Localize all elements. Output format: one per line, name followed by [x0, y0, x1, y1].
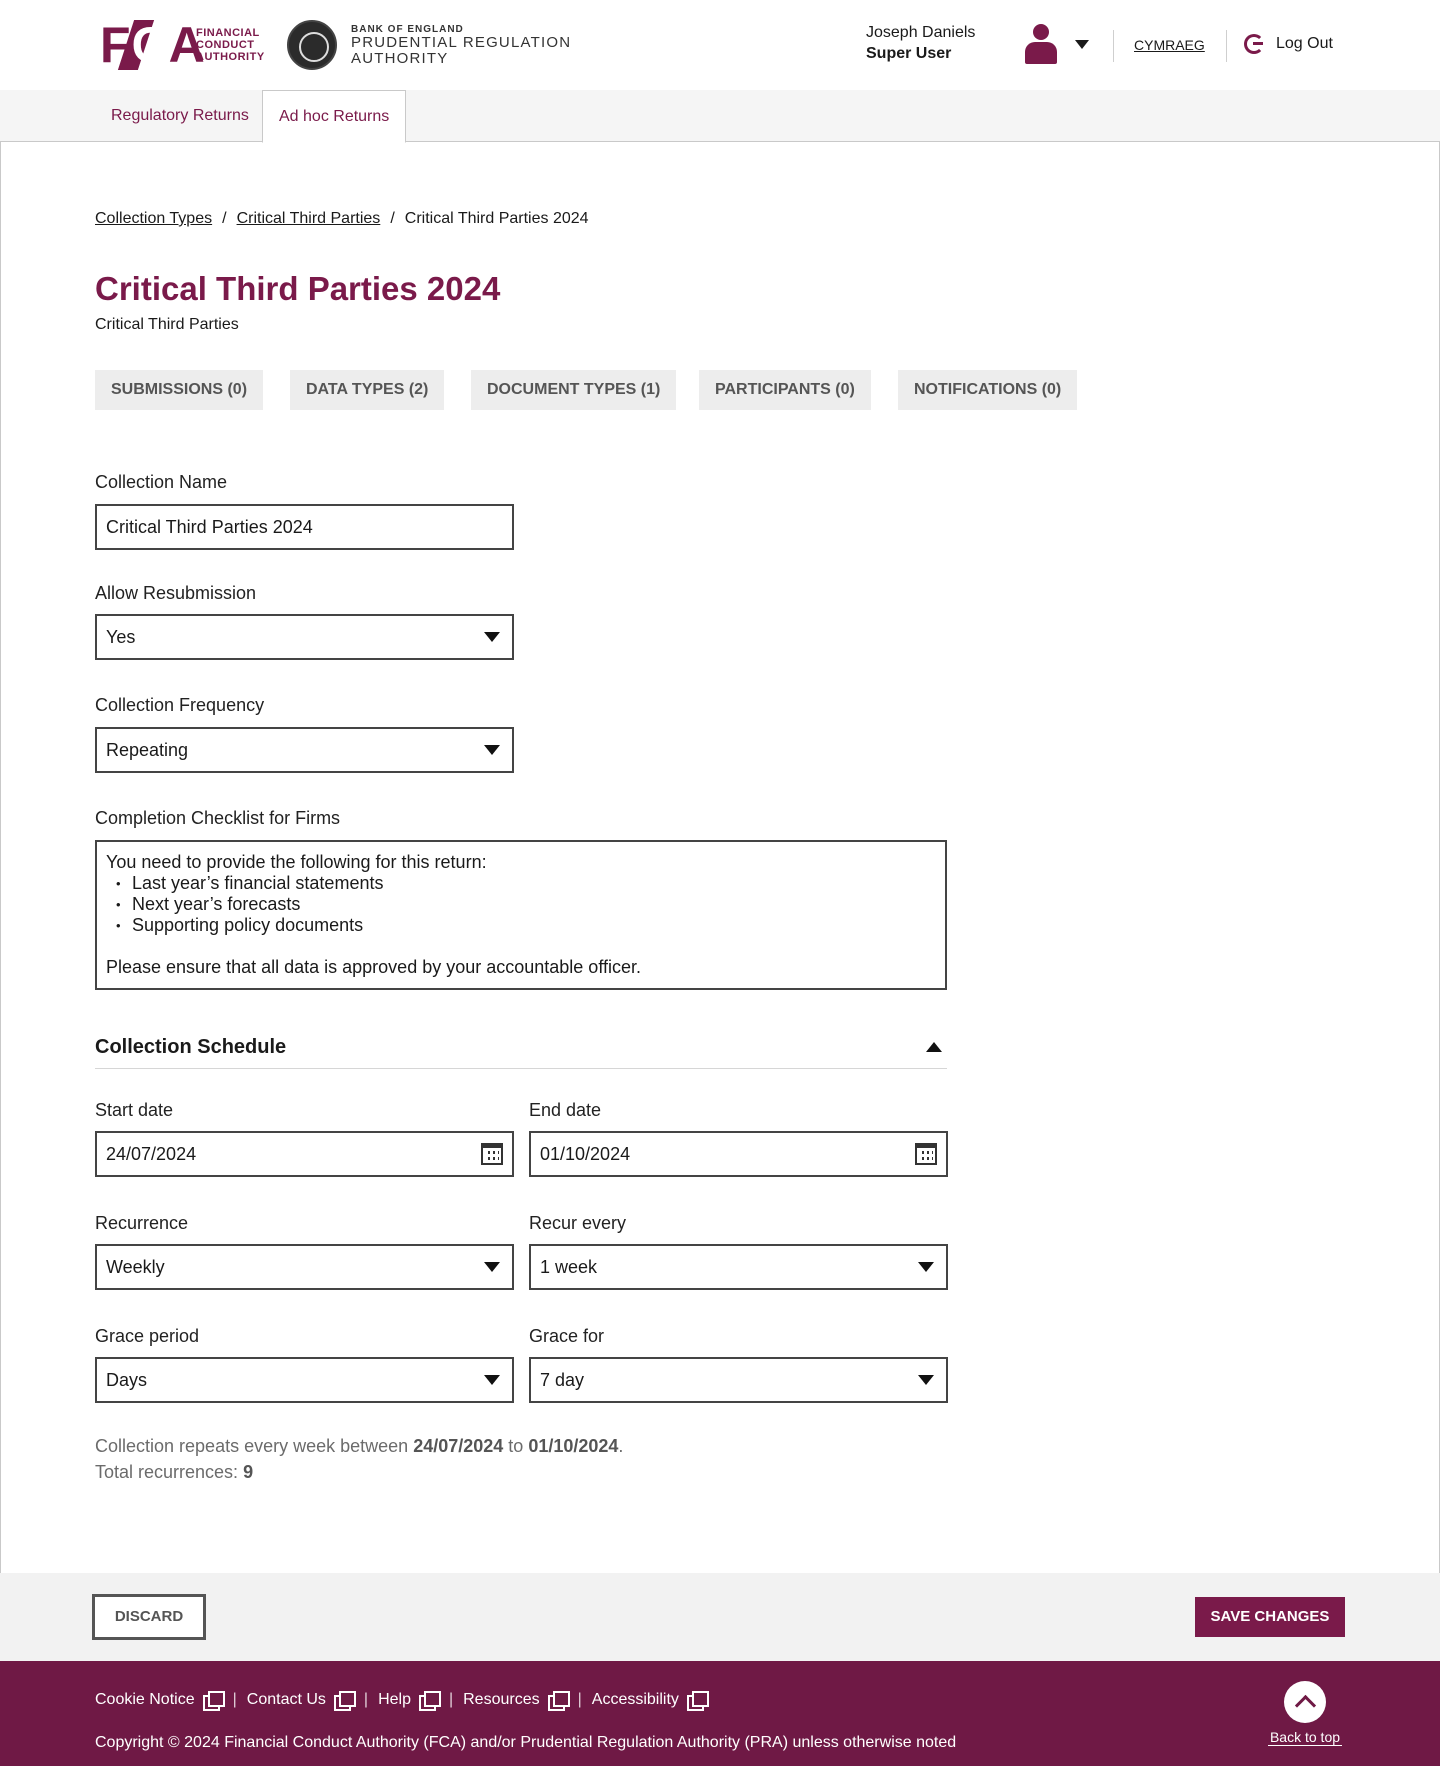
- calendar-icon[interactable]: [915, 1143, 937, 1165]
- logout-icon: [1244, 34, 1264, 54]
- external-link-icon: [548, 1691, 568, 1709]
- user-menu-chevron-down-icon[interactable]: [1075, 40, 1089, 49]
- checklist-list: [106, 873, 936, 936]
- end-date-input[interactable]: [529, 1131, 948, 1177]
- grace-period-select[interactable]: [95, 1357, 514, 1403]
- fca-logo-mark: [100, 17, 206, 73]
- allow-resubmission-value: Yes: [106, 627, 136, 647]
- footer-link-accessibility[interactable]: Accessibility: [592, 1691, 707, 1709]
- total-recurrences-value: 9: [243, 1462, 254, 1482]
- caret-down-icon: [484, 1262, 500, 1272]
- collection-name-label: Collection Name: [95, 472, 228, 492]
- action-bar: [0, 1573, 1440, 1661]
- collection-name-input[interactable]: Critical Third Parties 2024: [95, 504, 514, 550]
- collection-frequency-select[interactable]: [95, 727, 514, 773]
- site-footer: [0, 1661, 1440, 1766]
- footer-link-contact-us[interactable]: Contact Us: [247, 1691, 354, 1709]
- tab-participants[interactable]: PARTICIPANTS (0): [699, 370, 871, 410]
- grace-for-value: 7 day: [540, 1370, 585, 1390]
- tab-notifications[interactable]: NOTIFICATIONS (0): [898, 370, 1077, 410]
- external-link-icon: [334, 1691, 354, 1709]
- breadcrumb-current: Critical Third Parties 2024: [404, 210, 589, 227]
- footer-link-help[interactable]: Help: [378, 1691, 439, 1709]
- end-date-label: End date: [529, 1100, 602, 1120]
- recur-every-select[interactable]: [529, 1244, 948, 1290]
- nav-tab-regulatory-returns[interactable]: Regulatory Returns: [111, 107, 249, 124]
- checklist-item: • Next year’s forecasts: [106, 894, 936, 915]
- page-subtitle: Critical Third Parties: [95, 316, 239, 333]
- checklist-item: • Last year’s financial statements: [106, 873, 936, 894]
- header-divider: [1113, 30, 1114, 62]
- grace-period-label: Grace period: [95, 1326, 200, 1346]
- recurrence-select[interactable]: [95, 1244, 514, 1290]
- save-changes-button[interactable]: SAVE CHANGES: [1195, 1597, 1345, 1637]
- breadcrumb: [95, 210, 589, 228]
- allow-resubmission-label: Allow Resubmission: [95, 583, 257, 603]
- breadcrumb-separator: /: [390, 210, 395, 227]
- grace-for-select[interactable]: [529, 1357, 948, 1403]
- copyright-text: Copyright © 2024 Financial Conduct Authority (FCA) and/or Prudential Regulation Authority (PRA) unless otherwise noted: [95, 1734, 957, 1751]
- schedule-summary: [95, 1433, 623, 1485]
- nav-tab-ad-hoc-returns[interactable]: Ad hoc Returns: [262, 90, 406, 143]
- site-header: [0, 0, 1440, 90]
- external-link-icon: [419, 1691, 439, 1709]
- recurrence-label: Recurrence: [95, 1213, 189, 1233]
- tab-submissions[interactable]: SUBMISSIONS (0): [95, 370, 263, 410]
- fca-logo-text: FINANCIAL CONDUCT AUTHORITY: [196, 27, 265, 63]
- grace-for-label: Grace for: [529, 1326, 605, 1346]
- checklist-textarea[interactable]: [95, 840, 947, 990]
- pra-logo-text: BANK OF ENGLAND PRUDENTIAL REGULATION AUTHORITY: [351, 23, 572, 67]
- user-avatar-icon[interactable]: [1024, 24, 1058, 66]
- caret-down-icon: [918, 1262, 934, 1272]
- checklist-item: • Supporting policy documents: [106, 915, 936, 936]
- footer-links: Cookie Notice | Contact Us | Help | Resources | Accessibility: [95, 1691, 707, 1709]
- total-recurrences: Total recurrences: 9: [95, 1462, 254, 1482]
- recurrence-value: Weekly: [106, 1257, 165, 1277]
- caret-down-icon: [918, 1375, 934, 1385]
- back-to-top-button[interactable]: [1264, 1681, 1346, 1746]
- breadcrumb-link-collection-types[interactable]: Collection Types: [95, 210, 213, 227]
- collapse-caret-up-icon[interactable]: [926, 1042, 942, 1052]
- logout-button[interactable]: [1244, 34, 1333, 54]
- end-date-value: 01/10/2024: [540, 1144, 631, 1164]
- footer-link-resources[interactable]: Resources: [463, 1691, 567, 1709]
- footer-link-cookie-notice[interactable]: Cookie Notice: [95, 1691, 223, 1709]
- user-name: Joseph Daniels: [866, 24, 976, 41]
- chevron-up-icon: [1284, 1681, 1326, 1723]
- grace-period-value: Days: [106, 1370, 148, 1390]
- logout-label: Log Out: [1276, 35, 1333, 52]
- discard-button[interactable]: DISCARD: [92, 1594, 206, 1640]
- checklist-label: Completion Checklist for Firms: [95, 808, 341, 828]
- fca-logo[interactable]: [100, 17, 265, 73]
- start-date-input[interactable]: [95, 1131, 514, 1177]
- bank-of-england-seal-icon: [287, 20, 337, 70]
- caret-down-icon: [484, 1375, 500, 1385]
- schedule-summary-line: Collection repeats every week between 24/07/2024 to 01/10/2024.: [95, 1436, 624, 1456]
- user-info: [866, 22, 975, 64]
- back-to-top-label: Back to top: [1269, 1729, 1341, 1745]
- allow-resubmission-select[interactable]: [95, 614, 514, 660]
- external-link-icon: [203, 1691, 223, 1709]
- start-date-value: 24/07/2024: [106, 1144, 197, 1164]
- collection-frequency-label: Collection Frequency: [95, 695, 265, 715]
- summary-start-date: 24/07/2024: [413, 1436, 504, 1456]
- start-date-label: Start date: [95, 1100, 174, 1120]
- collection-frequency-value: Repeating: [106, 740, 189, 760]
- checklist-footer: Please ensure that all data is approved by your accountable officer.: [106, 957, 642, 977]
- summary-end-date: 01/10/2024: [528, 1436, 619, 1456]
- fca-logo-letters: FCA: [100, 17, 206, 73]
- page-title: Critical Third Parties 2024: [95, 270, 501, 307]
- caret-down-icon: [484, 745, 500, 755]
- breadcrumb-link-critical-third-parties[interactable]: Critical Third Parties: [236, 210, 381, 227]
- pra-logo[interactable]: [287, 20, 571, 70]
- tab-document-types[interactable]: DOCUMENT TYPES (1): [471, 370, 676, 410]
- calendar-icon[interactable]: [481, 1143, 503, 1165]
- recur-every-label: Recur every: [529, 1213, 627, 1233]
- tab-data-types[interactable]: DATA TYPES (2): [290, 370, 444, 410]
- caret-down-icon: [484, 632, 500, 642]
- header-divider: [1226, 30, 1227, 62]
- section-divider: [95, 1068, 947, 1069]
- checklist-intro: You need to provide the following for this return:: [106, 852, 487, 872]
- user-role: Super User: [866, 45, 952, 62]
- breadcrumb-separator: /: [222, 210, 227, 227]
- collection-schedule-heading[interactable]: Collection Schedule: [95, 1036, 287, 1058]
- primary-nav: [0, 90, 1440, 142]
- recur-every-value: 1 week: [540, 1257, 598, 1277]
- language-toggle-link[interactable]: CYMRAEG: [1134, 37, 1205, 53]
- external-link-icon: [687, 1691, 707, 1709]
